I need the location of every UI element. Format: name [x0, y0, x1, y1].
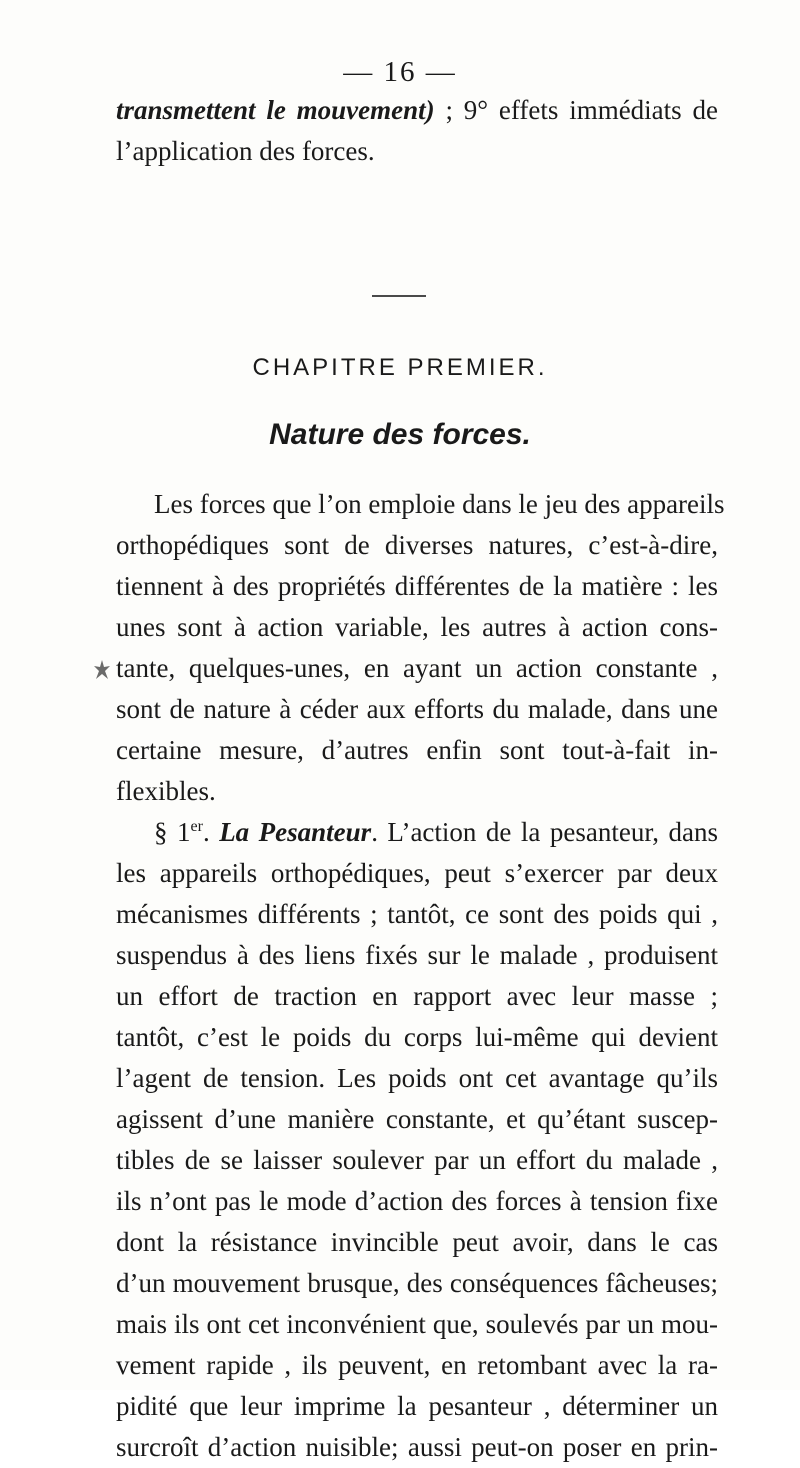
paragraph-2-line: surcroît d’action nuisible; aussi peut-on poser en prin- — [116, 1432, 718, 1462]
intro-text — [116, 90, 718, 172]
paragraph-1-line: sont de nature à céder aux efforts du malade, dans une — [116, 694, 718, 724]
section-separator: . — [202, 817, 220, 847]
section-heading-line — [116, 812, 718, 853]
chapter-heading: CHAPITRE PREMIER. — [252, 354, 548, 381]
paragraph-1-line: flexibles. — [116, 776, 216, 806]
paragraph-1-line: unes sont à action variable, les autres à action cons- — [116, 612, 718, 642]
paragraph-2-line: un effort de traction en rapport avec leur masse ; — [116, 981, 718, 1011]
paragraph-2-line: suspendus à des liens fixés sur le malade , produisent — [116, 940, 718, 970]
paragraph-1-line: tiennent à des propriétés différentes de la matière : les — [116, 571, 718, 601]
paragraph-2-line: pidité que leur imprime la pesanteur , déterminer un — [116, 1391, 718, 1421]
paragraph-2-line: ils n’ont pas le mode d’action des forces à tension fixe — [116, 1186, 718, 1216]
paragraph-2-line: d’un mouvement brusque, des conséquences fâcheuses; — [116, 1268, 718, 1298]
intro-italic-fragment: transmettent le mouvement) — [116, 95, 435, 125]
paragraph-2-line: agissent d’une manière constante, et qu’étant suscep- — [116, 1104, 718, 1134]
intro-line-1 — [116, 90, 718, 131]
paragraph-2-line: l’agent de tension. Les poids ont cet avantage qu’ils — [116, 1063, 718, 1093]
section-mark: § 1 — [154, 817, 191, 847]
section-title: La Pesanteur — [219, 817, 372, 847]
ink-blot-mark — [92, 658, 112, 682]
section-sup: er — [190, 818, 203, 835]
page-number: — 16 — — [343, 56, 457, 88]
chapter-subtitle: Nature des forces. — [269, 418, 531, 451]
separator-rule — [372, 295, 426, 297]
paragraph-1-line: orthopédiques sont de diverses natures, c’est-à-dire, — [116, 530, 718, 560]
paragraph-2-line: mais ils ont cet inconvénient que, soulevés par un mou- — [116, 1309, 718, 1339]
paragraph-2 — [116, 812, 718, 1468]
intro-line-2: l’application des forces. — [116, 136, 375, 166]
paragraph-1-line: tante, quelques-unes, en ayant un action constante , — [116, 653, 718, 683]
paragraph-2-line: tibles de se laisser soulever par un effort du malade , — [116, 1145, 718, 1175]
paragraph-2-line: vement rapide , ils peuvent, en retombant avec la ra- — [116, 1350, 718, 1380]
intro-line-1-rest: ; 9° effets immédiats de — [434, 95, 718, 125]
paragraph-2-line: tantôt, c’est le poids du corps lui-même qui devient — [116, 1022, 718, 1052]
paragraph-2-line: dont la résistance invincible peut avoir, dans le cas — [116, 1227, 718, 1257]
paragraph-2-line: les appareils orthopédiques, peut s’exercer par deux — [116, 858, 718, 888]
paragraph-2-line: mécanismes différents ; tantôt, ce sont des poids qui , — [116, 899, 718, 929]
paragraph-1-line: Les forces que l’on emploie dans le jeu des appareils — [154, 489, 725, 519]
paragraph-1-line: certaine mesure, d’autres enfin sont tout-à-fait in- — [116, 735, 718, 765]
paragraph-1 — [116, 484, 725, 812]
section-first-line-rest: . L’action de la pesanteur, dans — [371, 817, 718, 847]
